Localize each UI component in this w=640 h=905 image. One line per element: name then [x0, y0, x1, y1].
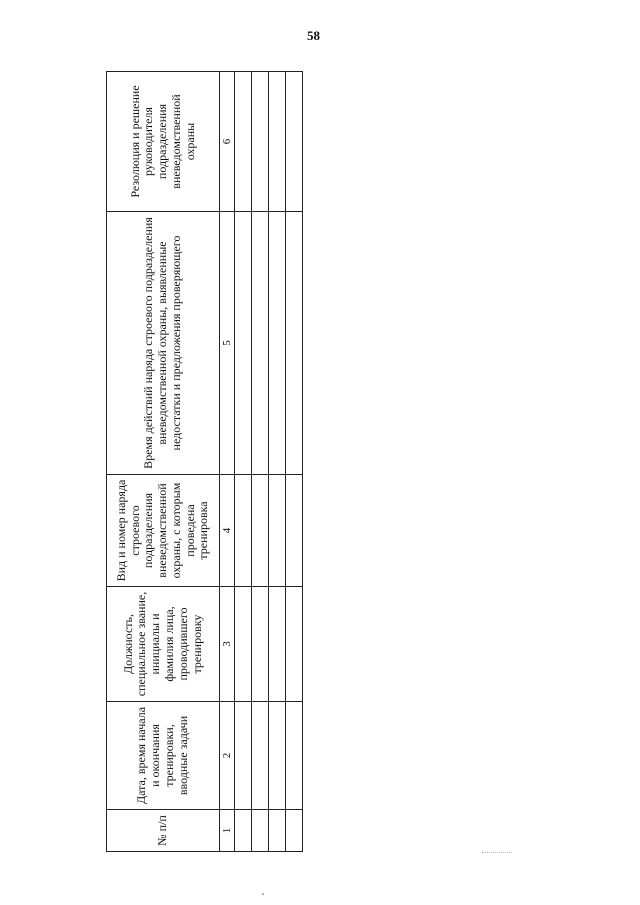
- column-number-2: 2: [220, 702, 235, 810]
- table-cell: [252, 475, 269, 587]
- table-cell: [235, 212, 252, 475]
- column-number-6: 6: [220, 72, 235, 212]
- table-cell: [235, 587, 252, 702]
- table-row: [286, 72, 303, 852]
- table-cell: [286, 587, 303, 702]
- column-number-3: 3: [220, 587, 235, 702]
- table-cell: [286, 702, 303, 810]
- scan-artifact: [262, 893, 264, 895]
- header-cell-number: № п/п: [107, 810, 220, 852]
- table-cell: [235, 475, 252, 587]
- header-cell-actions-time: Время действий наряда строевого подразделения вневедомственной охраны, выявленные недостатки и предложения проверяющего: [107, 212, 220, 475]
- training-journal-table: [106, 71, 303, 852]
- table-row: [269, 72, 286, 852]
- header-cell-date-time: Дата, время начала и окончания тренировки, вводные задачи: [107, 702, 220, 810]
- table-cell: [252, 72, 269, 212]
- table-header-row: [107, 72, 220, 852]
- table-cell: [235, 810, 252, 852]
- table-cell: [235, 702, 252, 810]
- table-row: [235, 72, 252, 852]
- table-cell: [235, 72, 252, 212]
- header-cell-squad: Вид и номер наряда строевого подразделения вневедомственной охраны, с которым проведена тренировка: [107, 475, 220, 587]
- table-cell: [286, 475, 303, 587]
- column-number-4: 4: [220, 475, 235, 587]
- table-cell: [286, 72, 303, 212]
- header-cell-resolution: Резолюция и решение руководителя подразделения вневедомственной охраны: [107, 72, 220, 212]
- training-journal-table-wrapper: [106, 72, 298, 852]
- table-cell: [252, 810, 269, 852]
- column-number-row: [220, 72, 235, 852]
- table-cell: [252, 212, 269, 475]
- table-cell: [286, 810, 303, 852]
- page-number: 58: [307, 28, 320, 43]
- column-number-1: 1: [220, 810, 235, 852]
- table-cell: [286, 212, 303, 475]
- header-cell-conductor: Должность, специальное звание, инициалы и фамилия лица, проводившего тренировку: [107, 587, 220, 702]
- table-cell: [252, 702, 269, 810]
- table-cell: [269, 810, 286, 852]
- column-number-5: 5: [220, 212, 235, 475]
- table-cell: [269, 587, 286, 702]
- scan-artifact: [482, 852, 512, 855]
- table-cell: [269, 702, 286, 810]
- table-cell: [269, 212, 286, 475]
- table-cell: [252, 587, 269, 702]
- table-cell: [269, 475, 286, 587]
- table-row: [252, 72, 269, 852]
- table-cell: [269, 72, 286, 212]
